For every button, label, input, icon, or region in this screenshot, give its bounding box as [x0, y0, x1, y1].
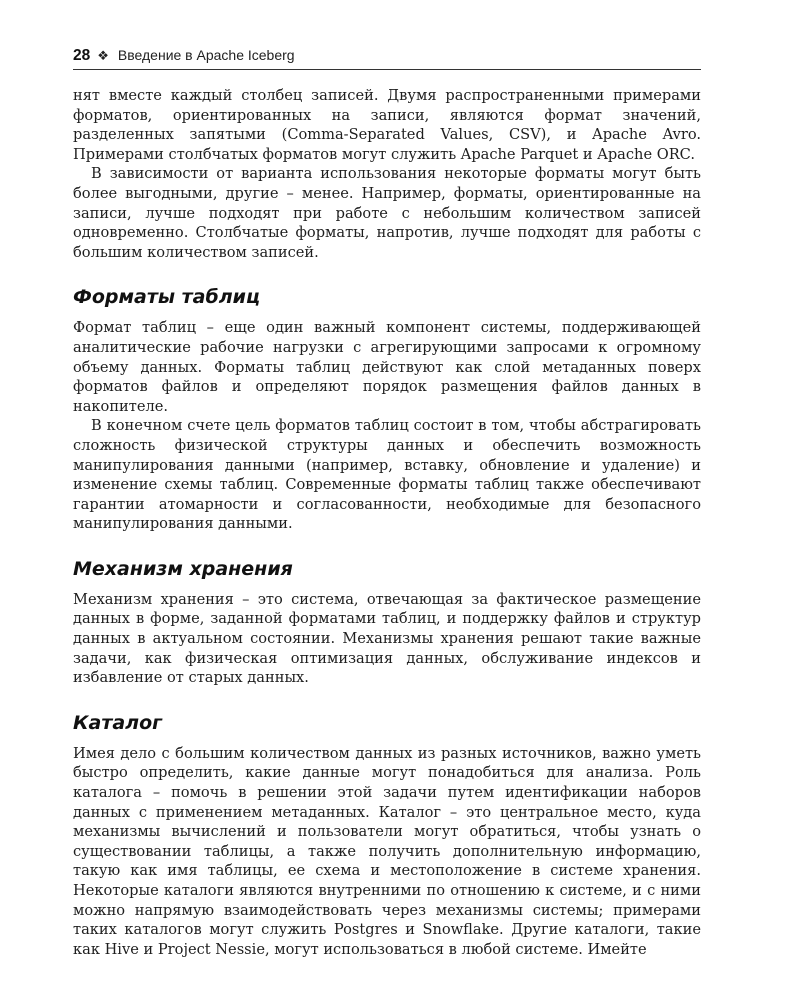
page-number: 28	[73, 47, 91, 64]
section-heading-storage-engine: Механизм хранения	[73, 557, 293, 580]
paragraph: В зависимости от варианта использования некоторые форматы могут быть более выгодными, другие – менее. Например, форматы, ориентированные на записи, лучше подходят при работе с небольшим количеством записей одновременно. Столбчатые форматы, напротив, лучше подходят для работы с большим количеством записей.	[73, 165, 701, 261]
section-heading-table-formats: Форматы таблиц	[73, 286, 261, 309]
paragraph: Механизм хранения – это система, отвечающая за фактическое размещение данных в форме, заданной форматами таблиц, и поддержку файлов и структур данных в актуальном состоянии. Механизмы хранения решают такие важные задачи, как физическая оптимизация данных, обслуживание индексов и избавление от старых данных.	[73, 590, 701, 687]
page-body	[73, 86, 701, 959]
paragraph: нят вместе каждый столбец записей. Двумя распространенными примерами форматов, ориентированных на записи, являются формат значений, разделенных запятыми (Comma-Separated Values, CSV), и Apache Avro. Примерами столбчатых форматов могут служить Apache Parquet и Apache ORC.	[73, 87, 701, 163]
paragraph: Формат таблиц – еще один важный компонент системы, поддерживающей аналитические рабочие нагрузки с агрегирующими запросами к огромному объему данных. Форматы таблиц действуют как слой метаданных поверх форматов файлов и определяют порядок размещения файлов данных в накопителе.	[73, 319, 701, 415]
ornament-icon: ❖	[97, 48, 109, 63]
book-title: Введение в Apache Iceberg	[117, 47, 295, 63]
running-header	[73, 47, 701, 70]
paragraph: Имея дело с большим количеством данных из разных источников, важно уметь быстро определить, какие данные могут понадобиться для анализа. Роль каталога – помочь в решении этой задачи путем идентификации наборов данных с применением метаданных. Каталог – это центральное место, куда механизмы вычислений и пользователи могут обратиться, чтобы узнать о существовании таблицы, а также получить дополнительную информацию, такую как имя таблицы, ее схема и местоположение в системе хранения. Некоторые каталоги являются внутренними по отношению к системе, и с ними можно напрямую взаимодействовать через механизмы системы; примерами таких каталогов могут служить Postgres и Snowflake. Другие каталоги, такие как Hive и Project Nessie, могут использоваться в любой системе. Имейте	[73, 744, 701, 958]
paragraph: В конечном счете цель форматов таблиц состоит в том, чтобы абстрагировать сложность физической структуры данных и обеспечить возможность манипулирования данными (например, вставку, обновление и удаление) и изменение схемы таблиц. Современные форматы таблиц также обеспечивают гарантии атомарности и согласованности, необходимые для безопасного манипулирования данными.	[73, 417, 701, 533]
section-heading-catalog: Каталог	[73, 711, 163, 734]
